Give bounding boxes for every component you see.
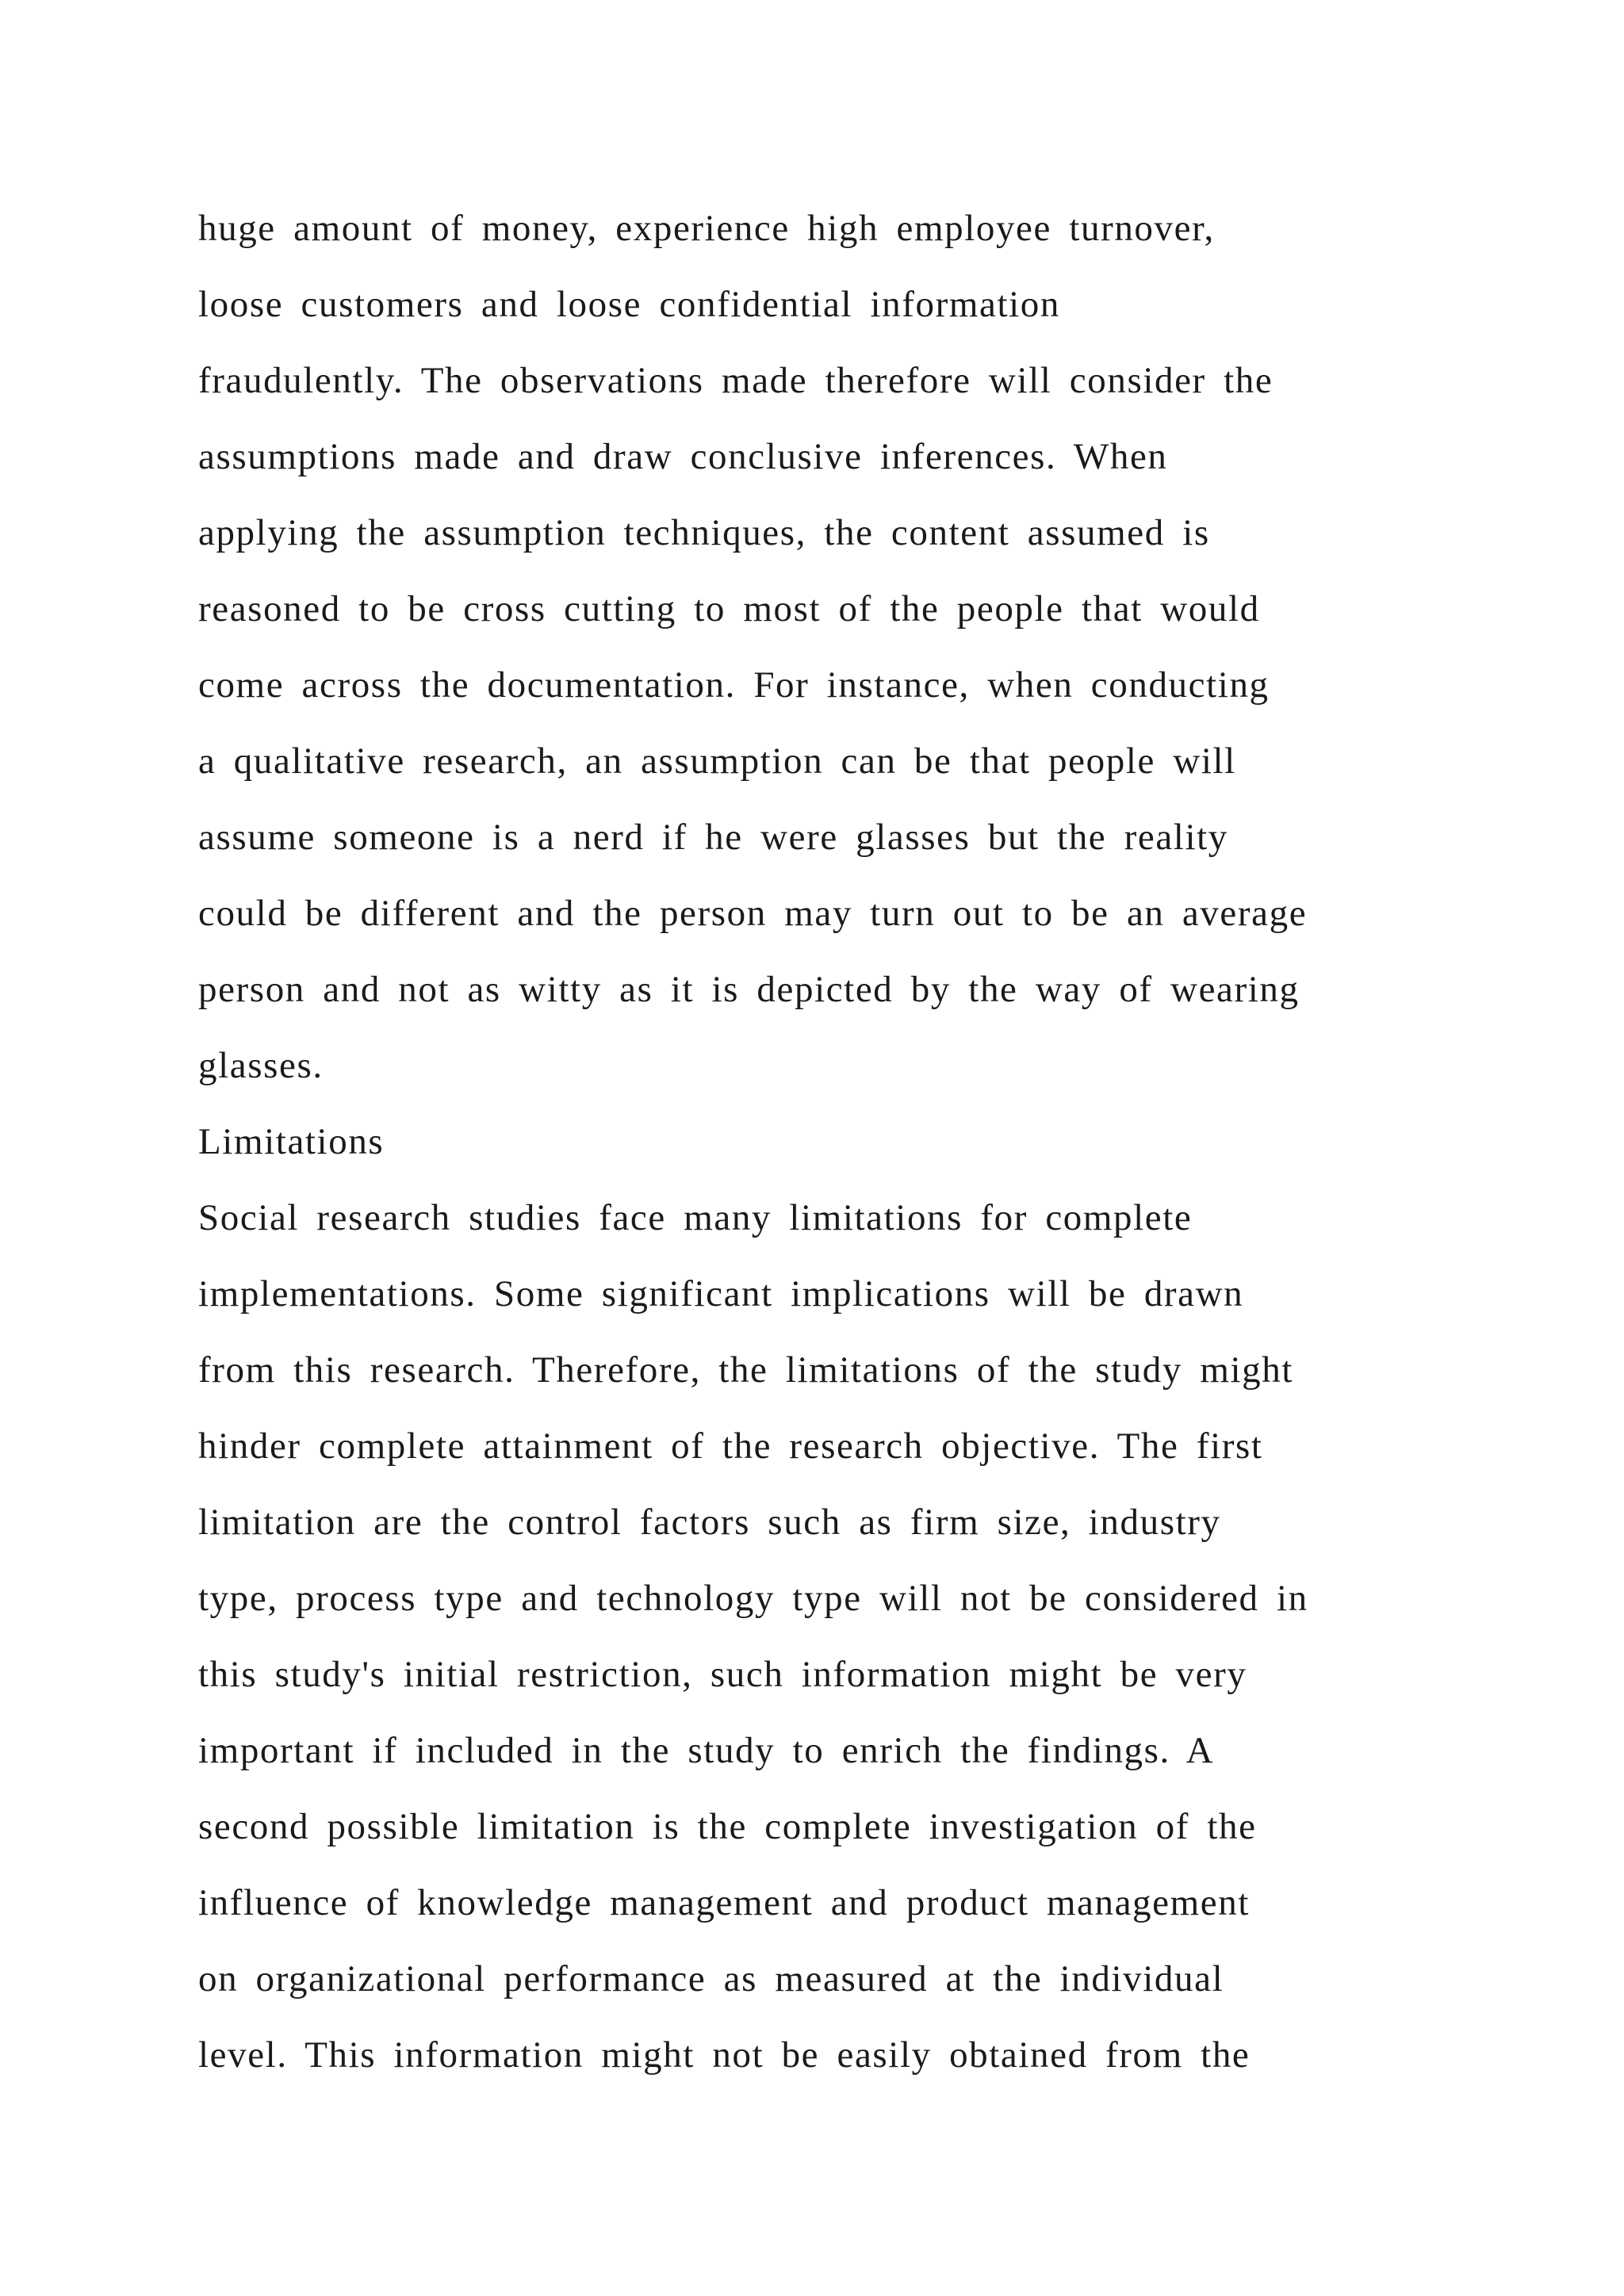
paragraph-line: assume someone is a nerd if he were glasses but the reality <box>198 817 1228 858</box>
paragraph-line: assumptions made and draw conclusive inferences. When <box>198 436 1168 477</box>
paragraph-line: limitation are the control factors such as firm size, industry <box>198 1502 1221 1543</box>
paragraph-line: from this research. Therefore, the limitations of the study might <box>198 1349 1294 1391</box>
paragraph-line: huge amount of money, experience high employee turnover, <box>198 208 1215 249</box>
paragraph-line: loose customers and loose confidential information <box>198 284 1060 325</box>
paragraph-line: could be different and the person may turn out to be an average <box>198 893 1308 934</box>
paragraph-line: hinder complete attainment of the research objective. The first <box>198 1425 1263 1467</box>
paragraph-line: this study's initial restriction, such information might be very <box>198 1654 1247 1695</box>
paragraph-line: influence of knowledge management and product management <box>198 1882 1250 1923</box>
paragraph-line: a qualitative research, an assumption can be that people will <box>198 740 1236 782</box>
paragraph-line: implementations. Some significant implications will be drawn <box>198 1273 1244 1314</box>
paragraph-line: Social research studies face many limitations for complete <box>198 1197 1193 1238</box>
paragraph-line: glasses. <box>198 1045 324 1086</box>
paragraph-line: reasoned to be cross cutting to most of the people that would <box>198 588 1260 629</box>
paragraph-line: level. This information might not be easily obtained from the <box>198 2034 1251 2076</box>
paragraph-line: fraudulently. The observations made therefore will consider the <box>198 360 1274 401</box>
paragraph-line: on organizational performance as measured at the individual <box>198 1958 1224 1999</box>
paragraph-line: type, process type and technology type will not be considered in <box>198 1578 1308 1619</box>
section-heading: Limitations <box>198 1121 385 1162</box>
paragraph-line: second possible limitation is the complete investigation of the <box>198 1806 1257 1847</box>
body-text <box>198 190 1499 2093</box>
paragraph-line: important if included in the study to enrich the findings. A <box>198 1730 1215 1771</box>
paragraph-line: applying the assumption techniques, the content assumed is <box>198 512 1210 553</box>
paragraph-line: come across the documentation. For instance, when conducting <box>198 664 1270 706</box>
paragraph-line: person and not as witty as it is depicted by the way of wearing <box>198 969 1300 1010</box>
